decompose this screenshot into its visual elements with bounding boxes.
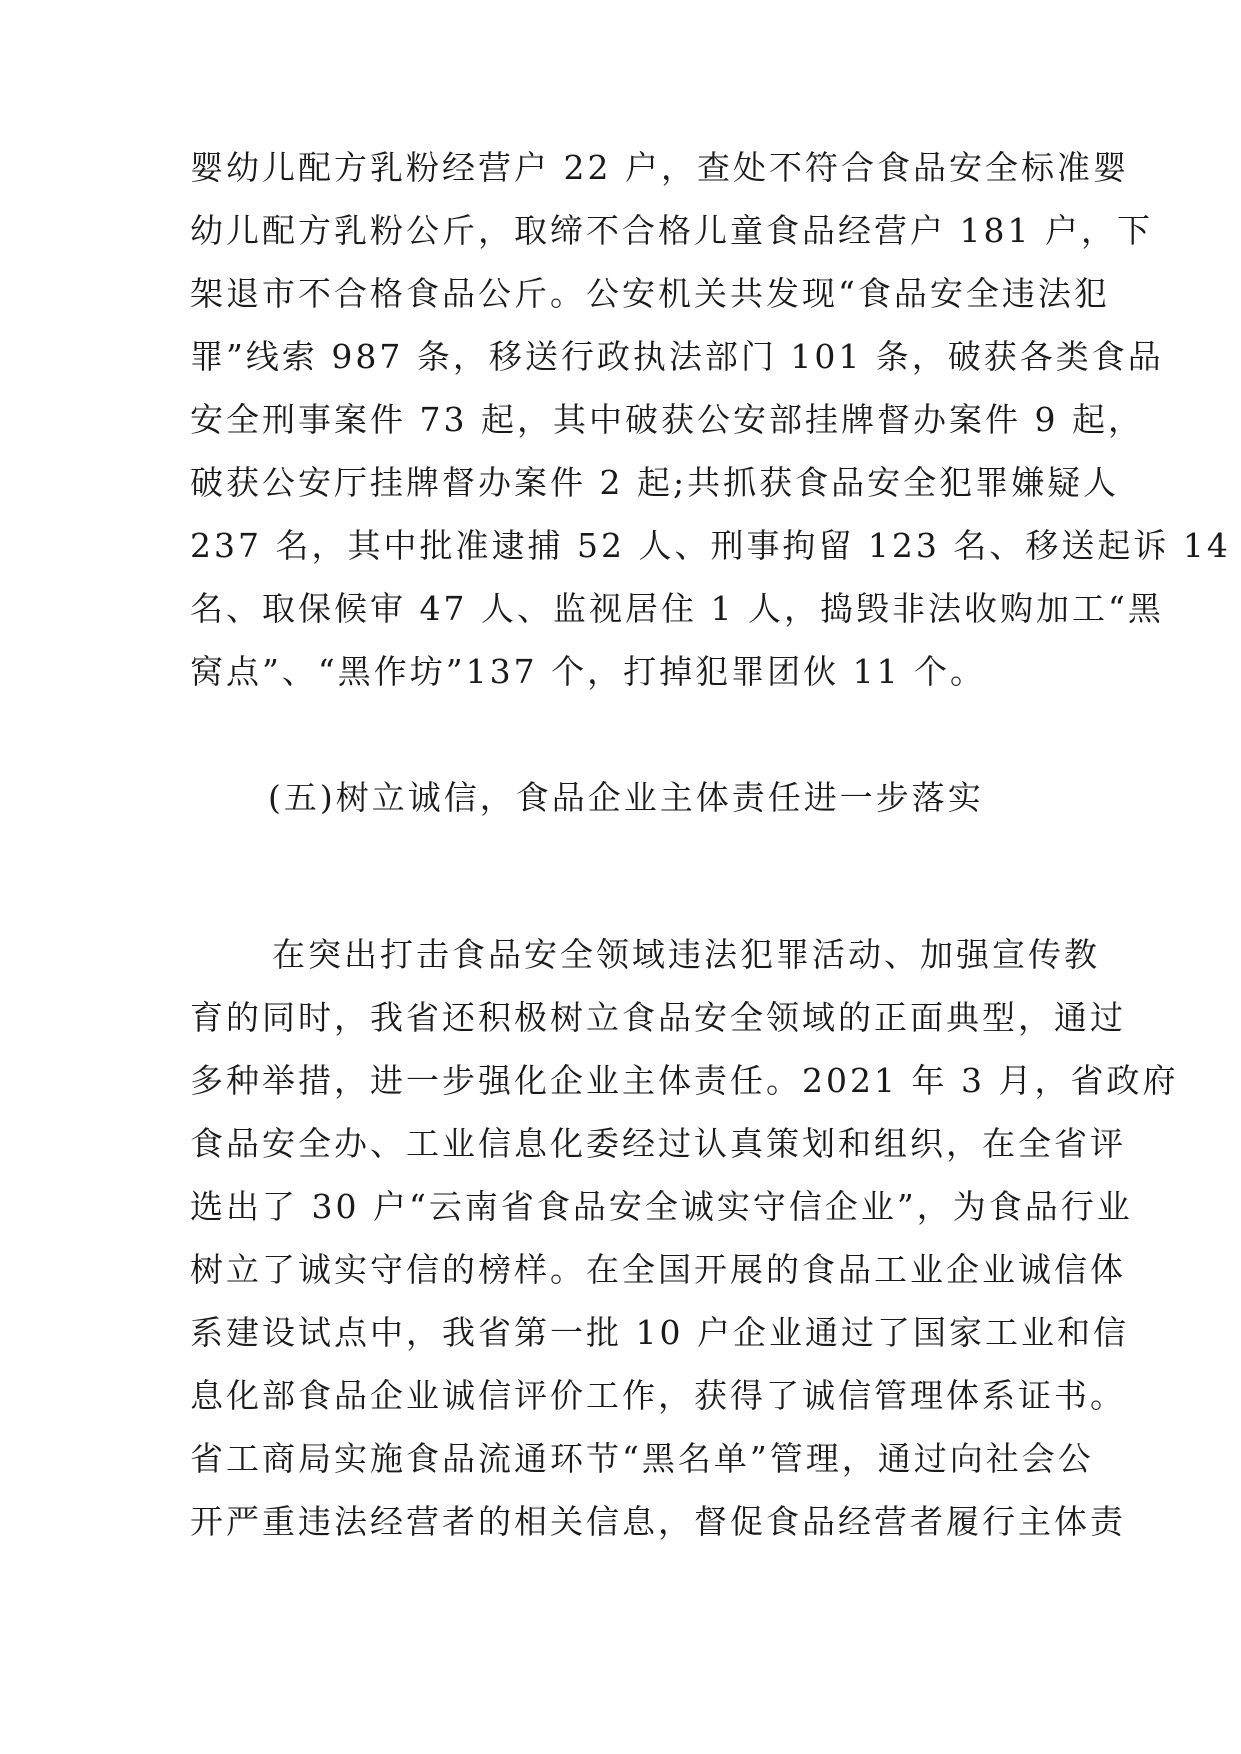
section-heading: (五)树立诚信，食品企业主体责任进一步落实 bbox=[268, 778, 984, 817]
text-line: 破获公安厅挂牌督办案件 2 起;共抓获食品安全犯罪嫌疑人 bbox=[190, 463, 1120, 502]
text-line: 系建设试点中，我省第一批 10 户企业通过了国家工业和信 bbox=[190, 1313, 1129, 1352]
text-line: 开严重违法经营者的相关信息，督促食品经营者履行主体责 bbox=[190, 1502, 1126, 1541]
text-line: 237 名，其中批准逮捕 52 人、刑事拘留 123 名、移送起诉 14 bbox=[190, 526, 1231, 565]
text-line: 树立了诚实守信的榜样。在全国开展的食品工业企业诚信体 bbox=[190, 1250, 1126, 1289]
text-line: 食品安全办、工业信息化委经过认真策划和组织，在全省评 bbox=[190, 1124, 1126, 1163]
text-line: 多种举措，进一步强化企业主体责任。2021 年 3 月，省政府 bbox=[190, 1061, 1179, 1100]
text-line: 选出了 30 户“云南省食品安全诚实守信企业”，为食品行业 bbox=[190, 1187, 1133, 1226]
text-line: 婴幼儿配方乳粉经营户 22 户，查处不符合食品安全标准婴 bbox=[190, 148, 1129, 187]
text-line: 省工商局实施食品流通环节“黑名单”管理，通过向社会公 bbox=[190, 1439, 1094, 1478]
text-line: 息化部食品企业诚信评价工作，获得了诚信管理体系证书。 bbox=[190, 1376, 1126, 1415]
text-line: 安全刑事案件 73 起，其中破获公安部挂牌督办案件 9 起， bbox=[190, 400, 1144, 439]
text-line: 育的同时，我省还积极树立食品安全领域的正面典型，通过 bbox=[190, 998, 1126, 1037]
text-line: 窝点”、“黑作坊”137 个，打掉犯罪团伙 11 个。 bbox=[190, 652, 987, 691]
text-line: 幼儿配方乳粉公斤，取缔不合格儿童食品经营户 181 户，下 bbox=[190, 211, 1153, 250]
text-line: 架退市不合格食品公斤。公安机关共发现“食品安全违法犯 bbox=[190, 274, 1110, 313]
text-line: 罪”线索 987 条，移送行政执法部门 101 条，破获各类食品 bbox=[190, 337, 1164, 376]
text-line: 在突出打击食品安全领域违法犯罪活动、加强宣传教 bbox=[272, 935, 1100, 974]
text-line: 名、取保候审 47 人、监视居住 1 人，捣毁非法收购加工“黑 bbox=[190, 589, 1164, 628]
